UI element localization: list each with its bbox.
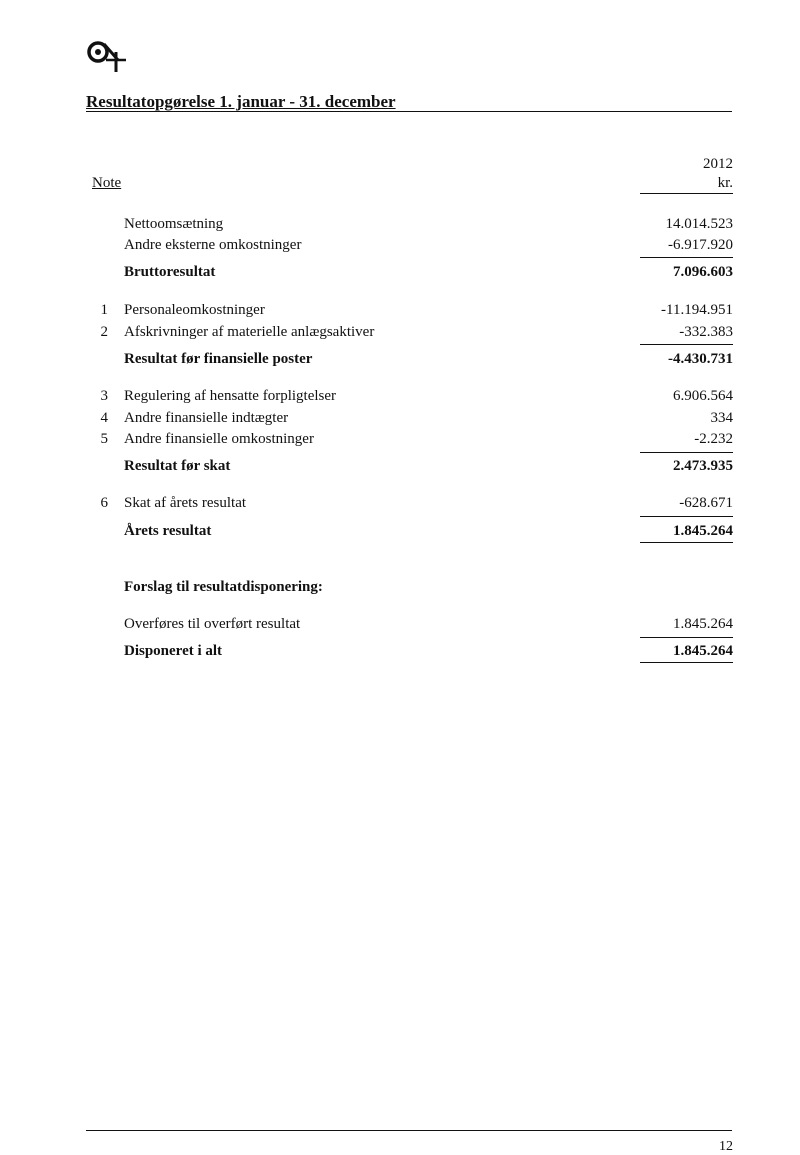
subtotal-value: -4.430.731	[668, 351, 733, 367]
appropriation-total-label: Disponeret i alt	[124, 643, 223, 659]
row-value: -11.194.951	[661, 302, 733, 318]
row-value: -332.383	[679, 324, 733, 340]
total-rule	[640, 662, 733, 663]
column-year: 2012	[703, 156, 733, 172]
appropriation-heading: Forslag til resultatdisponering:	[124, 579, 323, 595]
note-header: Note	[92, 175, 122, 191]
row-value: 1.845.264	[673, 616, 733, 632]
row-note: 3	[100, 388, 108, 404]
row-label: Andre finansielle indtægter	[124, 410, 289, 426]
row-value: 6.906.564	[673, 388, 733, 404]
subtotal-rule	[640, 257, 733, 258]
row-label: Nettoomsætning	[124, 216, 224, 232]
row-value: -628.671	[679, 495, 733, 511]
row-value: 14.014.523	[665, 216, 733, 232]
page-title: Resultatopgørelse 1. januar - 31. december	[86, 92, 396, 111]
net-result-label: Årets resultat	[124, 523, 212, 539]
subtotal-rule	[640, 452, 733, 453]
row-label: Regulering af hensatte forpligtelser	[124, 388, 337, 404]
footer-rule	[86, 1130, 732, 1131]
subtotal-value: 2.473.935	[673, 458, 733, 474]
row-note: 2	[100, 324, 108, 340]
subtotal-rule	[640, 516, 733, 517]
net-result-value: 1.845.264	[673, 523, 733, 539]
row-value: 334	[710, 410, 733, 426]
row-label: Overføres til overført resultat	[124, 616, 301, 632]
row-label: Andre eksterne omkostninger	[124, 237, 302, 253]
row-label: Personaleomkostninger	[124, 302, 265, 318]
row-note: 6	[100, 495, 108, 511]
subtotal-value: 7.096.603	[673, 264, 733, 280]
subtotal-label: Resultat før skat	[124, 458, 231, 474]
subtotal-rule	[640, 344, 733, 345]
subtotal-rule	[640, 637, 733, 638]
row-value: -6.917.920	[668, 237, 733, 253]
row-label: Andre finansielle omkostninger	[124, 431, 314, 447]
company-logo	[86, 38, 128, 74]
page-number: 12	[719, 1139, 733, 1154]
row-note: 5	[100, 431, 108, 447]
row-note: 1	[100, 302, 108, 318]
subtotal-label: Resultat før finansielle poster	[124, 351, 313, 367]
row-value: -2.232	[694, 431, 733, 447]
column-unit: kr.	[717, 175, 733, 191]
appropriation-total-value: 1.845.264	[673, 643, 733, 659]
subtotal-label: Bruttoresultat	[124, 264, 216, 280]
header-rule	[640, 193, 733, 194]
row-label: Afskrivninger af materielle anlægsaktiver	[124, 324, 375, 340]
row-label: Skat af årets resultat	[124, 495, 247, 511]
title-rule	[86, 111, 732, 112]
total-rule	[640, 542, 733, 543]
row-note: 4	[100, 410, 108, 426]
